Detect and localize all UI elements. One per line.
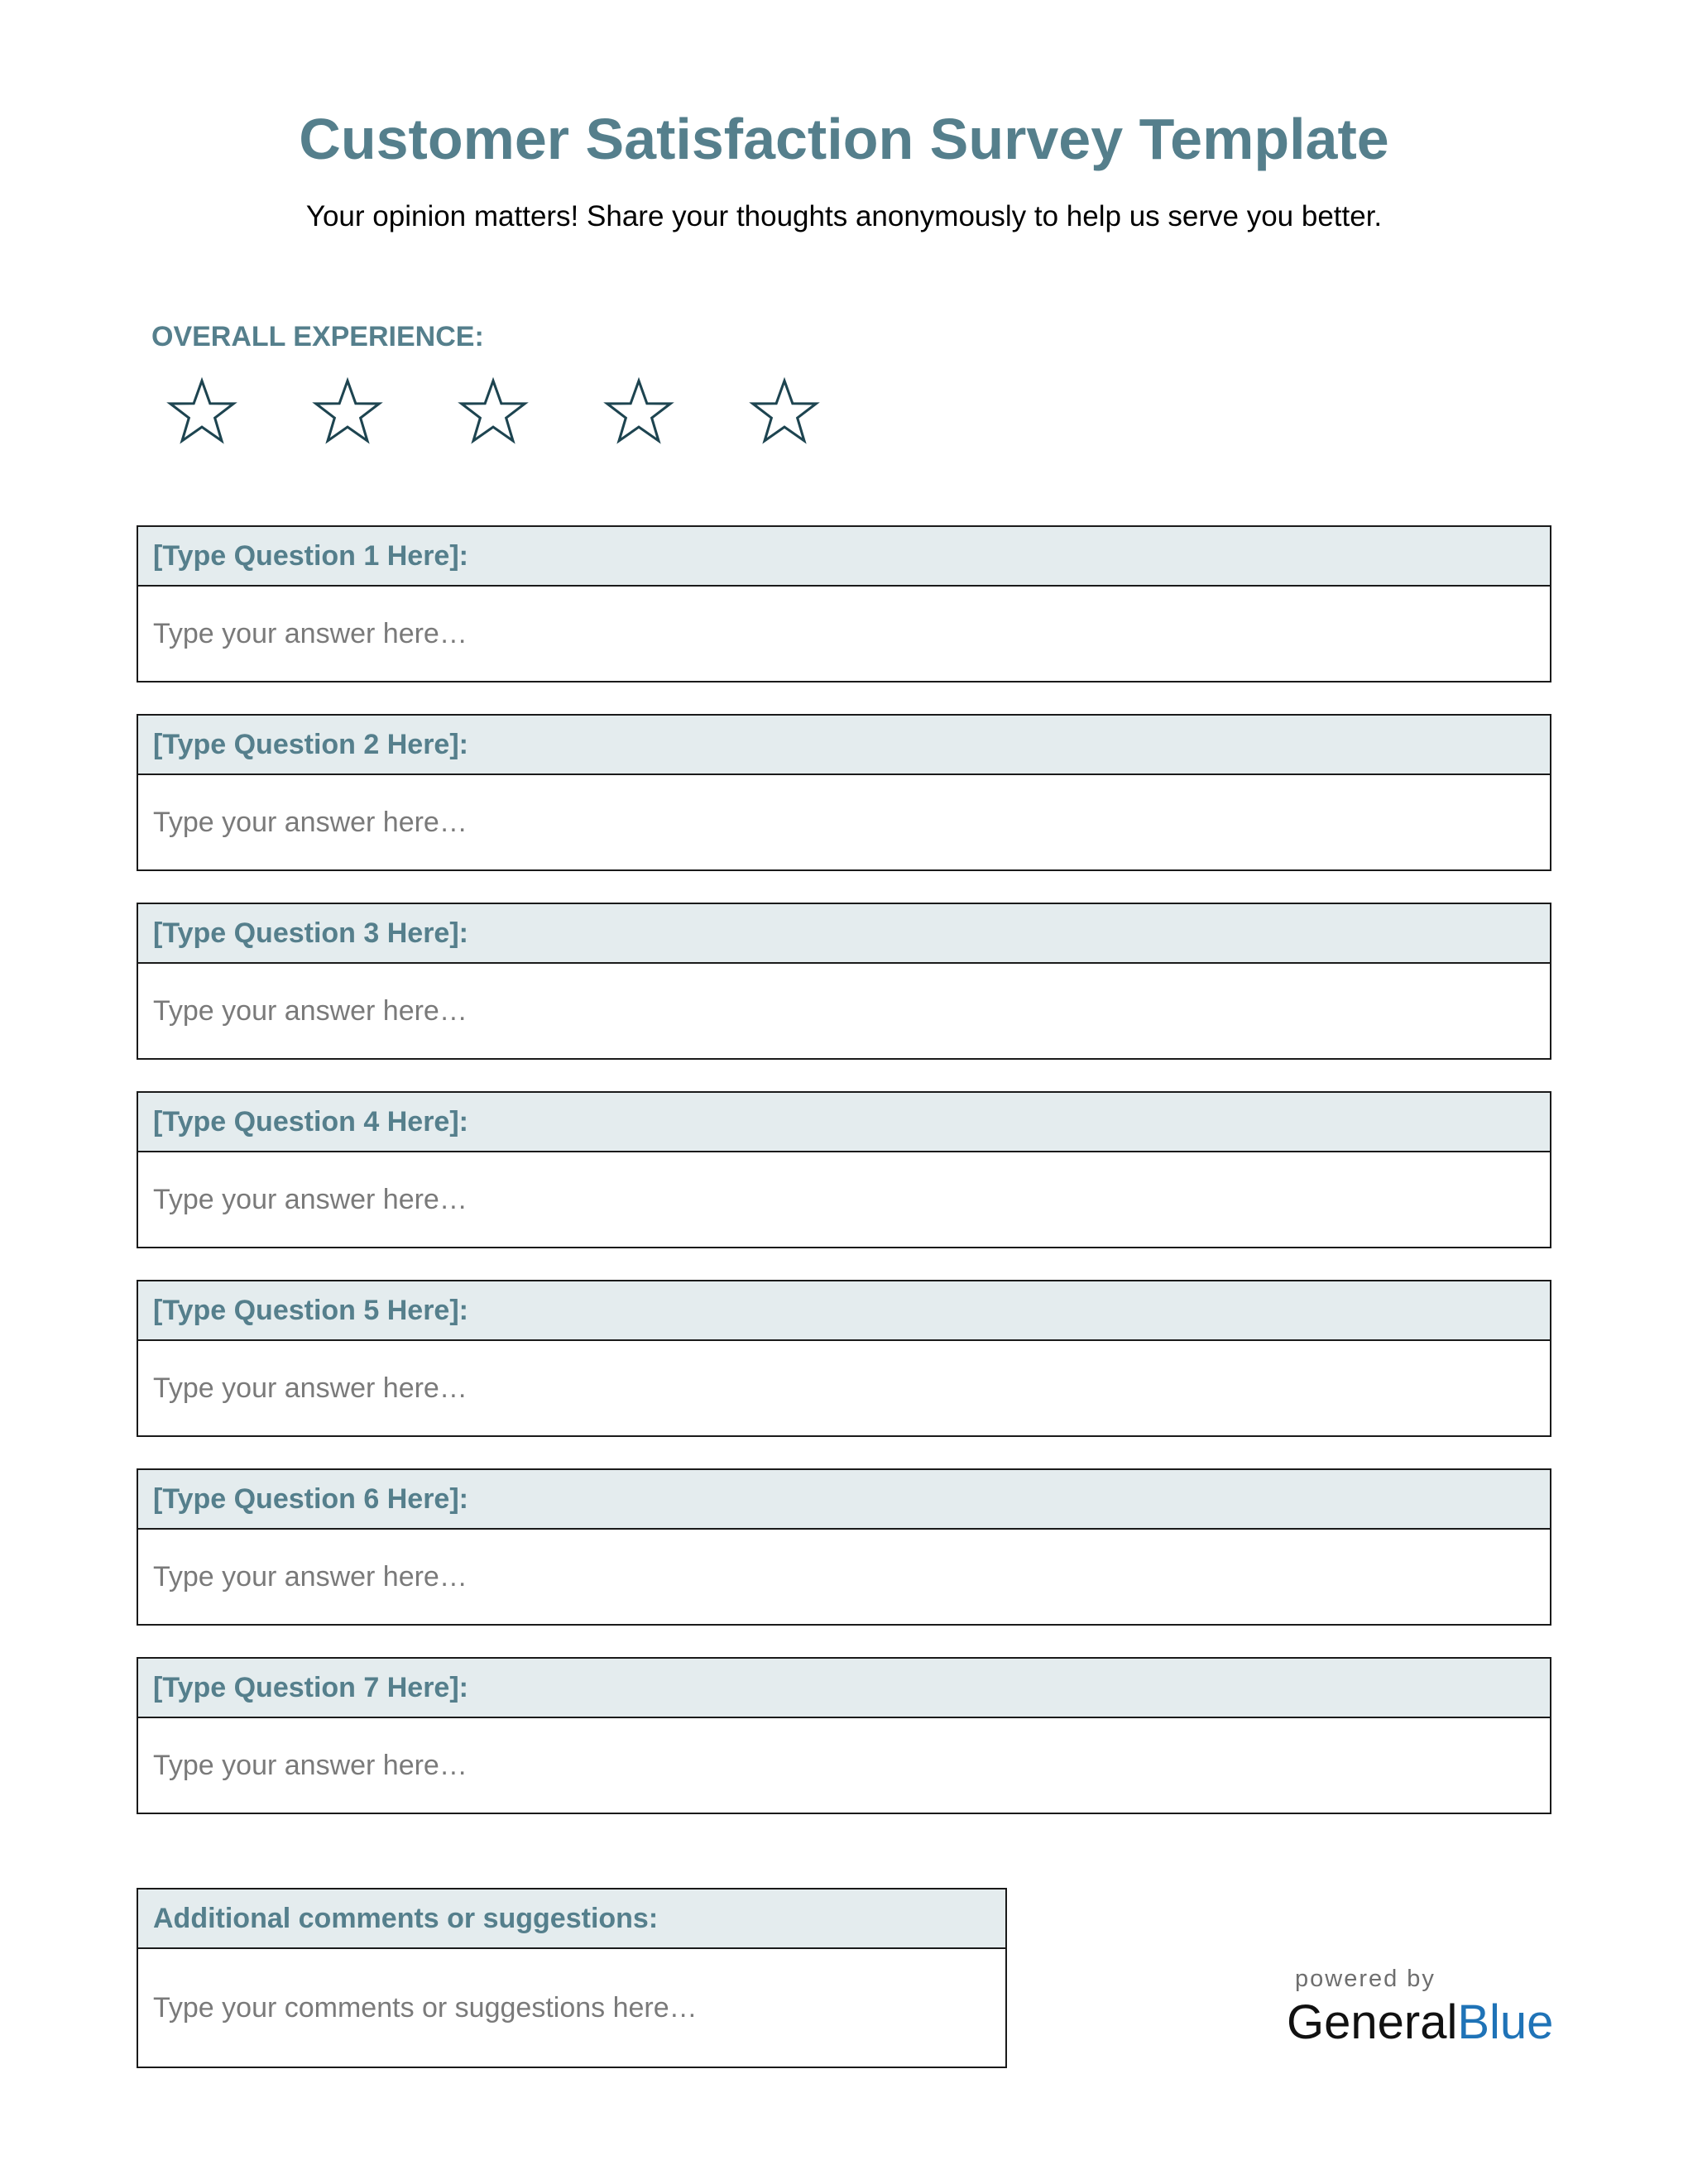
question-5-label: [Type Question 5 Here]:: [138, 1281, 1550, 1341]
question-2-label: [Type Question 2 Here]:: [138, 716, 1550, 775]
question-3-label: [Type Question 3 Here]:: [138, 904, 1550, 964]
logo-blue: Blue: [1457, 1995, 1554, 2049]
question-2-block: [137, 714, 1551, 871]
question-4-block: [137, 1091, 1551, 1248]
star-2-icon[interactable]: [311, 376, 384, 449]
question-2-answer-field[interactable]: Type your answer here…: [153, 806, 468, 838]
comments-label: Additional comments or suggestions:: [138, 1889, 1005, 1949]
question-1-block: [137, 525, 1551, 682]
page-subtitle: Your opinion matters! Share your thoughts anonymously to help us serve you better.: [305, 200, 1383, 232]
question-7-label: [Type Question 7 Here]:: [138, 1659, 1550, 1718]
powered-by-text: powered by: [1295, 1966, 1436, 1992]
comments-field[interactable]: Type your comments or suggestions here…: [153, 1991, 698, 2024]
question-4-label: [Type Question 4 Here]:: [138, 1093, 1550, 1152]
page-title: Customer Satisfaction Survey Template: [299, 107, 1389, 171]
overall-experience-label: OVERALL EXPERIENCE:: [151, 321, 484, 352]
question-7-block: [137, 1657, 1551, 1814]
question-5-block: [137, 1280, 1551, 1437]
question-6-answer-field[interactable]: Type your answer here…: [153, 1560, 468, 1592]
question-5-answer-field[interactable]: Type your answer here…: [153, 1372, 468, 1404]
comments-block: [137, 1888, 1007, 2068]
star-1-icon[interactable]: [165, 376, 238, 449]
brand-logo: [1287, 1966, 1554, 2049]
star-3-icon[interactable]: [457, 376, 530, 449]
question-4-answer-field[interactable]: Type your answer here…: [153, 1183, 468, 1215]
question-1-label: [Type Question 1 Here]:: [138, 527, 1550, 587]
generalblue-logo: [1287, 1995, 1554, 2049]
question-1-answer-field[interactable]: Type your answer here…: [153, 617, 468, 649]
question-6-block: [137, 1468, 1551, 1626]
question-6-label: [Type Question 6 Here]:: [138, 1470, 1550, 1530]
star-4-icon[interactable]: [602, 376, 675, 449]
question-3-block: [137, 903, 1551, 1060]
logo-general: General: [1287, 1995, 1458, 2049]
question-7-answer-field[interactable]: Type your answer here…: [153, 1749, 468, 1781]
question-3-answer-field[interactable]: Type your answer here…: [153, 994, 468, 1027]
star-5-icon[interactable]: [748, 376, 821, 449]
